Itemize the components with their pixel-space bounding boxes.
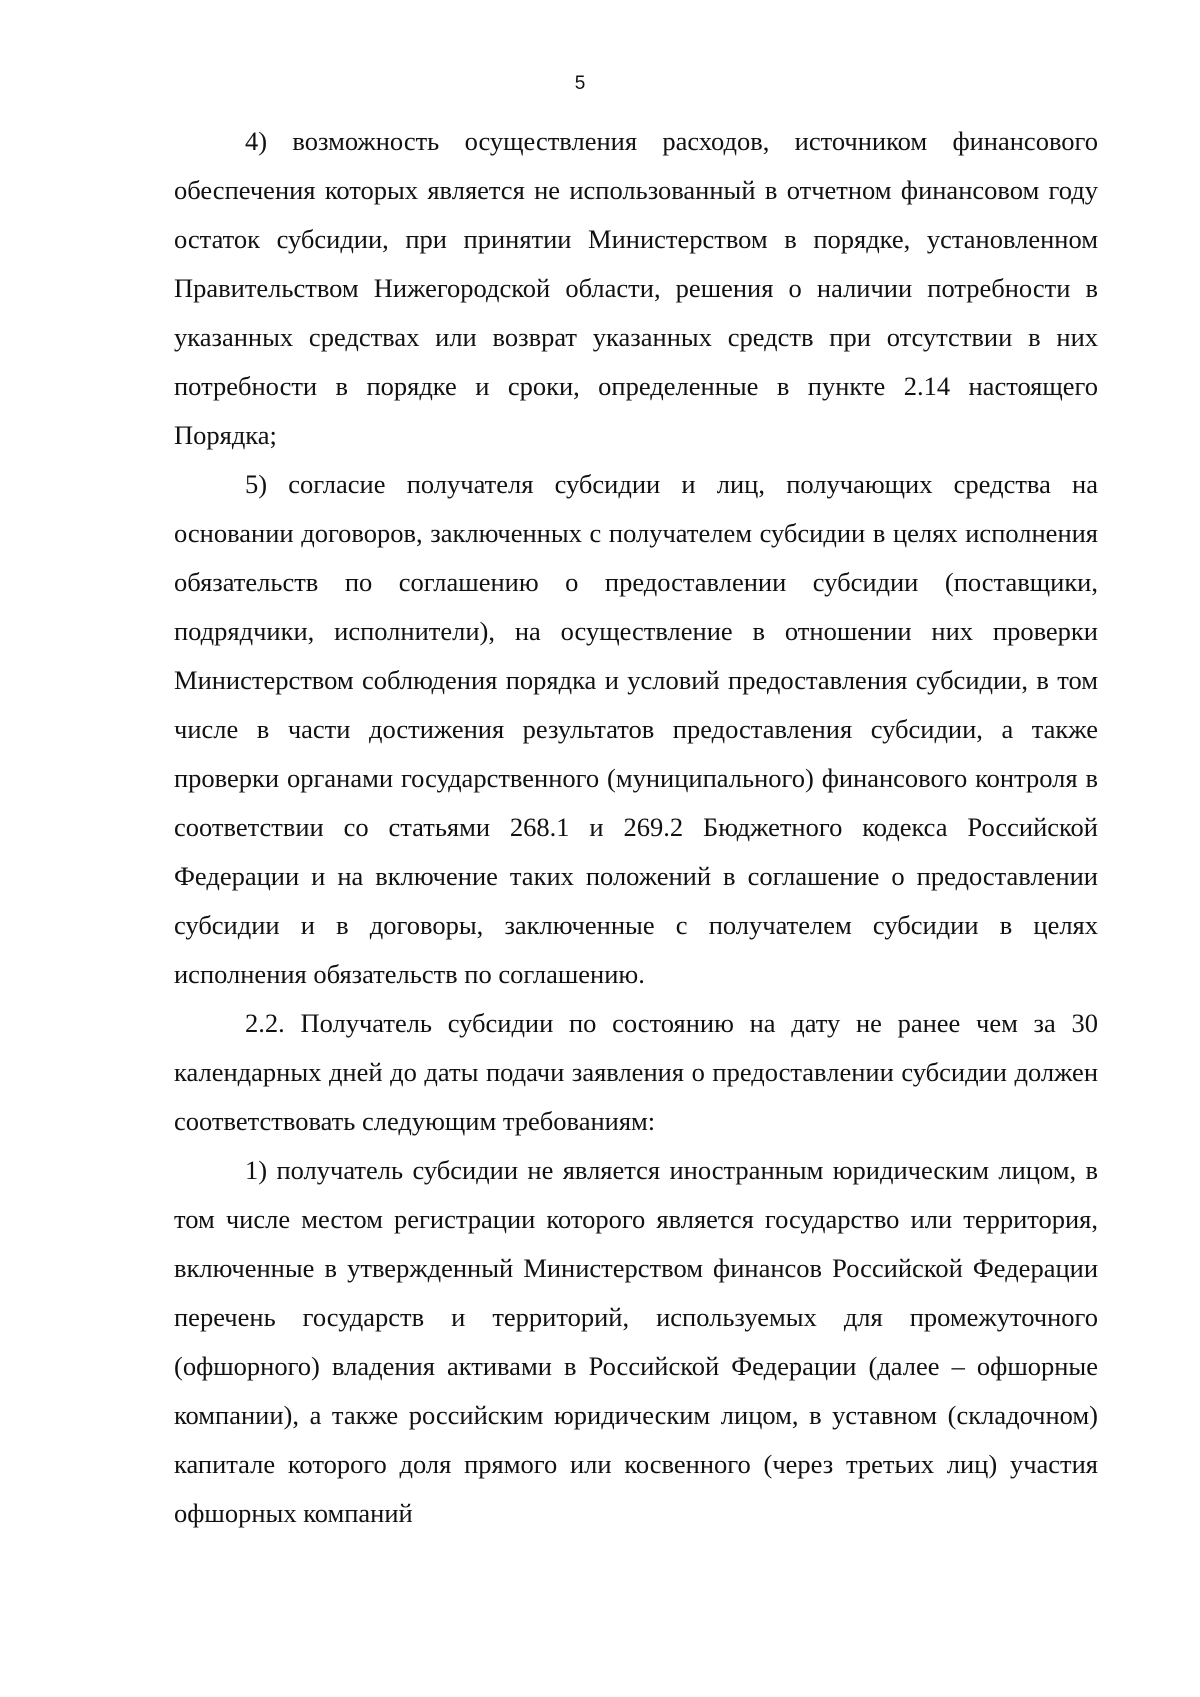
paragraph-item-4: 4) возможность осуществления расходов, источником финансового обеспечения которых является не использованный в отчетном финансовом году остаток субсидии, при принятии Министерством в порядке, установленном Правительством Нижегородской области, решения о наличии потребности в указанных средствах или возврат указанных средств при отсутствии в них потребности в порядке и сроки, определенные в пункте 2.14 настоящего Порядка; <box>174 126 1098 450</box>
page-number: 5 <box>574 73 586 94</box>
paragraph-section-2-2: 2.2. Получатель субсидии по состоянию на дату не ранее чем за 30 календарных дней до даты подачи заявления о предоставлении субсидии должен соответствовать следующим требованиям: <box>174 1008 1098 1136</box>
paragraph-item-1: 1) получатель субсидии не является иностранным юридическим лицом, в том числе местом регистрации которого является государство или территория, включенные в утвержденный Министерством финансов Российской Федерации перечень государств и территорий, используемых для промежуточного (офшорного) владения активами в Российской Федерации (далее – офшорные компании), а также российским юридическим лицом, в уставном (складочном) капитале которого доля прямого или косвенного (через третьих лиц) участия офшорных компаний <box>174 1155 1098 1528</box>
paragraph-item-5: 5) согласие получателя субсидии и лиц, получающих средства на основании договоров, заключенных с получателем субсидии в целях исполнения обязательств по соглашению о предоставлении субсидии (поставщики, подрядчики, исполнители), на осуществление в отношении них проверки Министерством соблюдения порядка и условий предоставления субсидии, в том числе в части достижения результатов предоставления субсидии, а также проверки органами государственного (муниципального) финансового контроля в соответствии со статьями 268.1 и 269.2 Бюджетного кодекса Российской Федерации и на включение таких положений в соглашение о предоставлении субсидии и в договоры, заключенные с получателем субсидии в целях исполнения обязательств по соглашению. <box>174 469 1098 989</box>
document-body <box>174 117 1098 1538</box>
